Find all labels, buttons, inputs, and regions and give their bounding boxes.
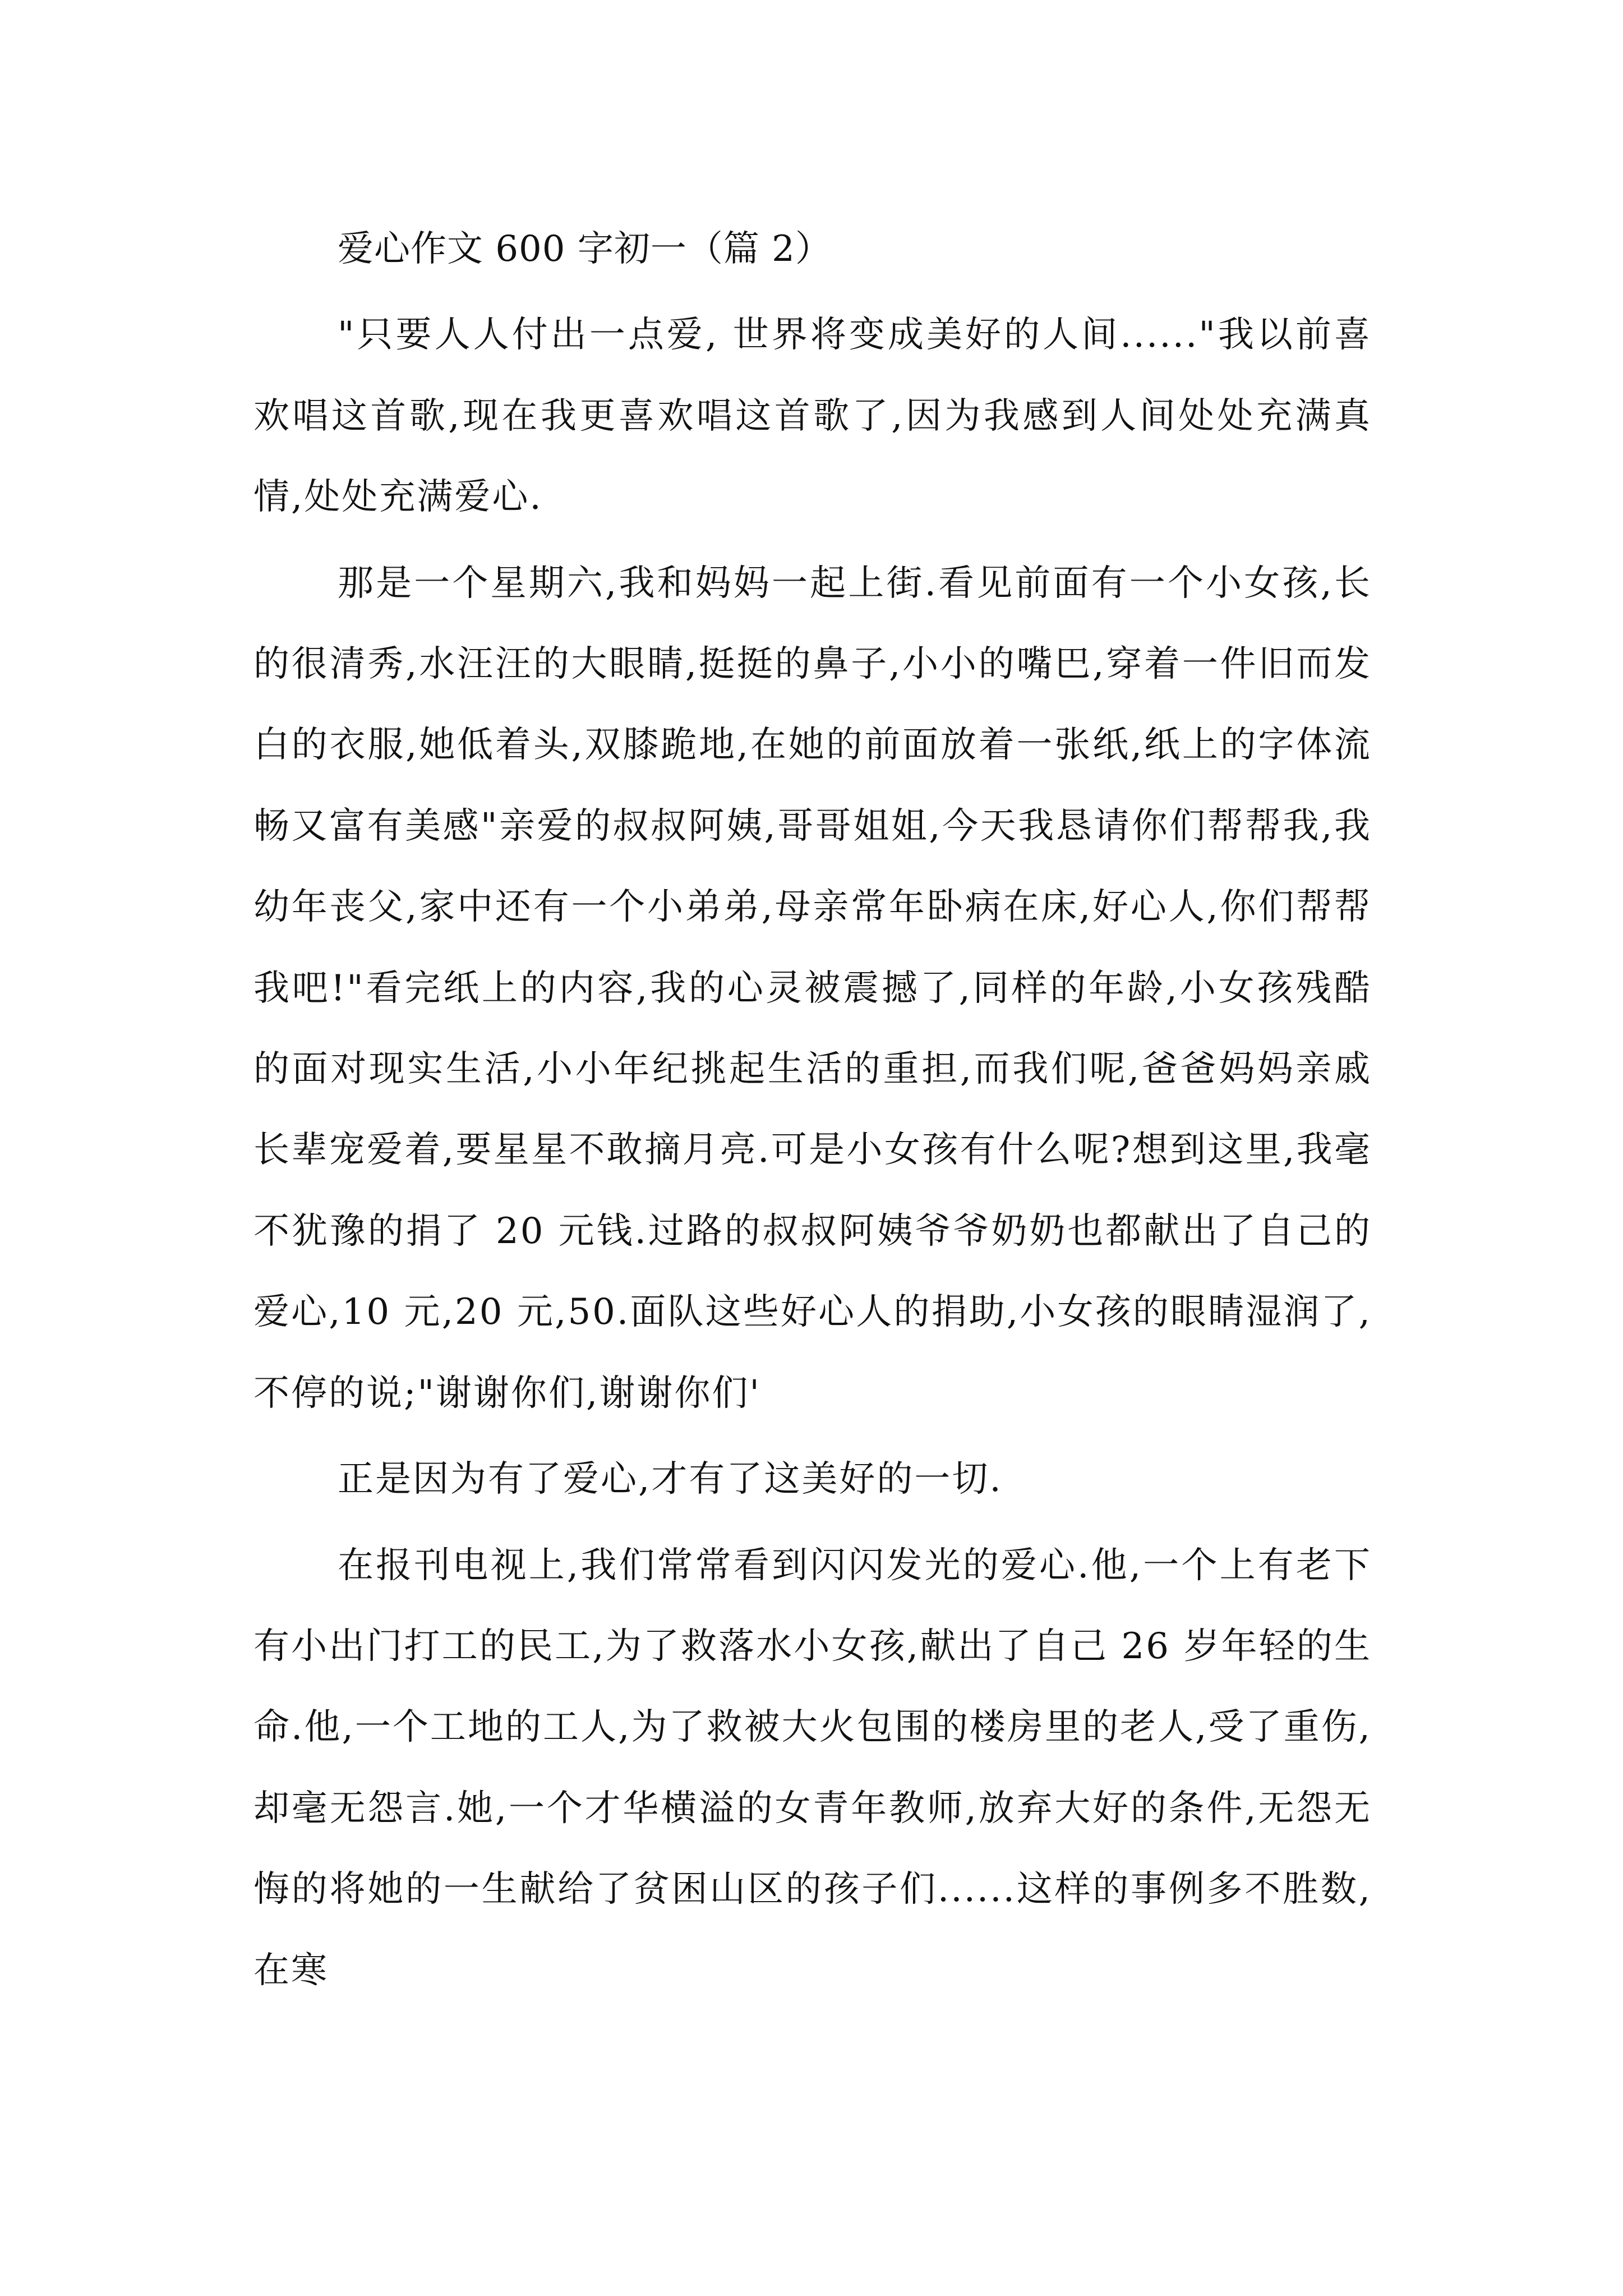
paragraph-song-intro: "只要人人付出一点爱, 世界将变成美好的人间......"我以前喜欢唱这首歌,现在我更喜欢唱这首歌了,因为我感到人间处处充满真情,处处充满爱心. — [253, 314, 1372, 518]
paragraph-conclusion: 正是因为有了爱心,才有了这美好的一切. — [338, 1458, 1003, 1501]
document-body — [253, 209, 1372, 2011]
essay-title: 爱心作文 600 字初一（篇 2） — [338, 228, 832, 270]
paragraph-media-examples: 在报刊电视上,我们常常看到闪闪发光的爱心.他,一个上有老下有小出门打工的民工,为了救落水小女孩,献出了自己 26 岁年轻的生命.他,一个工地的工人,为了救被大火包围的楼房里的老人,受了重伤,却毫无怨言.她,一个才华横溢的女青年教师,放弃大好的条件,无怨无悔的将她的一生献给了贫困山区的孩子们......这样的事例多不胜数,在寒 — [253, 1544, 1372, 1991]
paragraph-saturday-story: 那是一个星期六,我和妈妈一起上街.看见前面有一个小女孩,长的很清秀,水汪汪的大眼睛,挺挺的鼻子,小小的嘴巴,穿着一件旧而发白的衣服,她低着头,双膝跪地,在她的前面放着一张纸,纸上的字体流畅又富有美感"亲爱的叔叔阿姨,哥哥姐姐,今天我恳请你们帮帮我,我幼年丧父,家中还有一个小弟弟,母亲常年卧病在床,好心人,你们帮帮我吧!"看完纸上的内容,我的心灵被震撼了,同样的年龄,小女孩残酷的面对现实生活,小小年纪挑起生活的重担,而我们呢,爸爸妈妈亲戚长辈宠爱着,要星星不敢摘月亮.可是小女孩有什么呢?想到这里,我毫不犹豫的捐了 20 元钱.过路的叔叔阿姨爷爷奶奶也都献出了自己的爱心,10 元,20 元,50.面队这些好心人的捐助,小女孩的眼睛湿润了,不停的说;"谢谢你们,谢谢你们' — [253, 562, 1372, 1414]
